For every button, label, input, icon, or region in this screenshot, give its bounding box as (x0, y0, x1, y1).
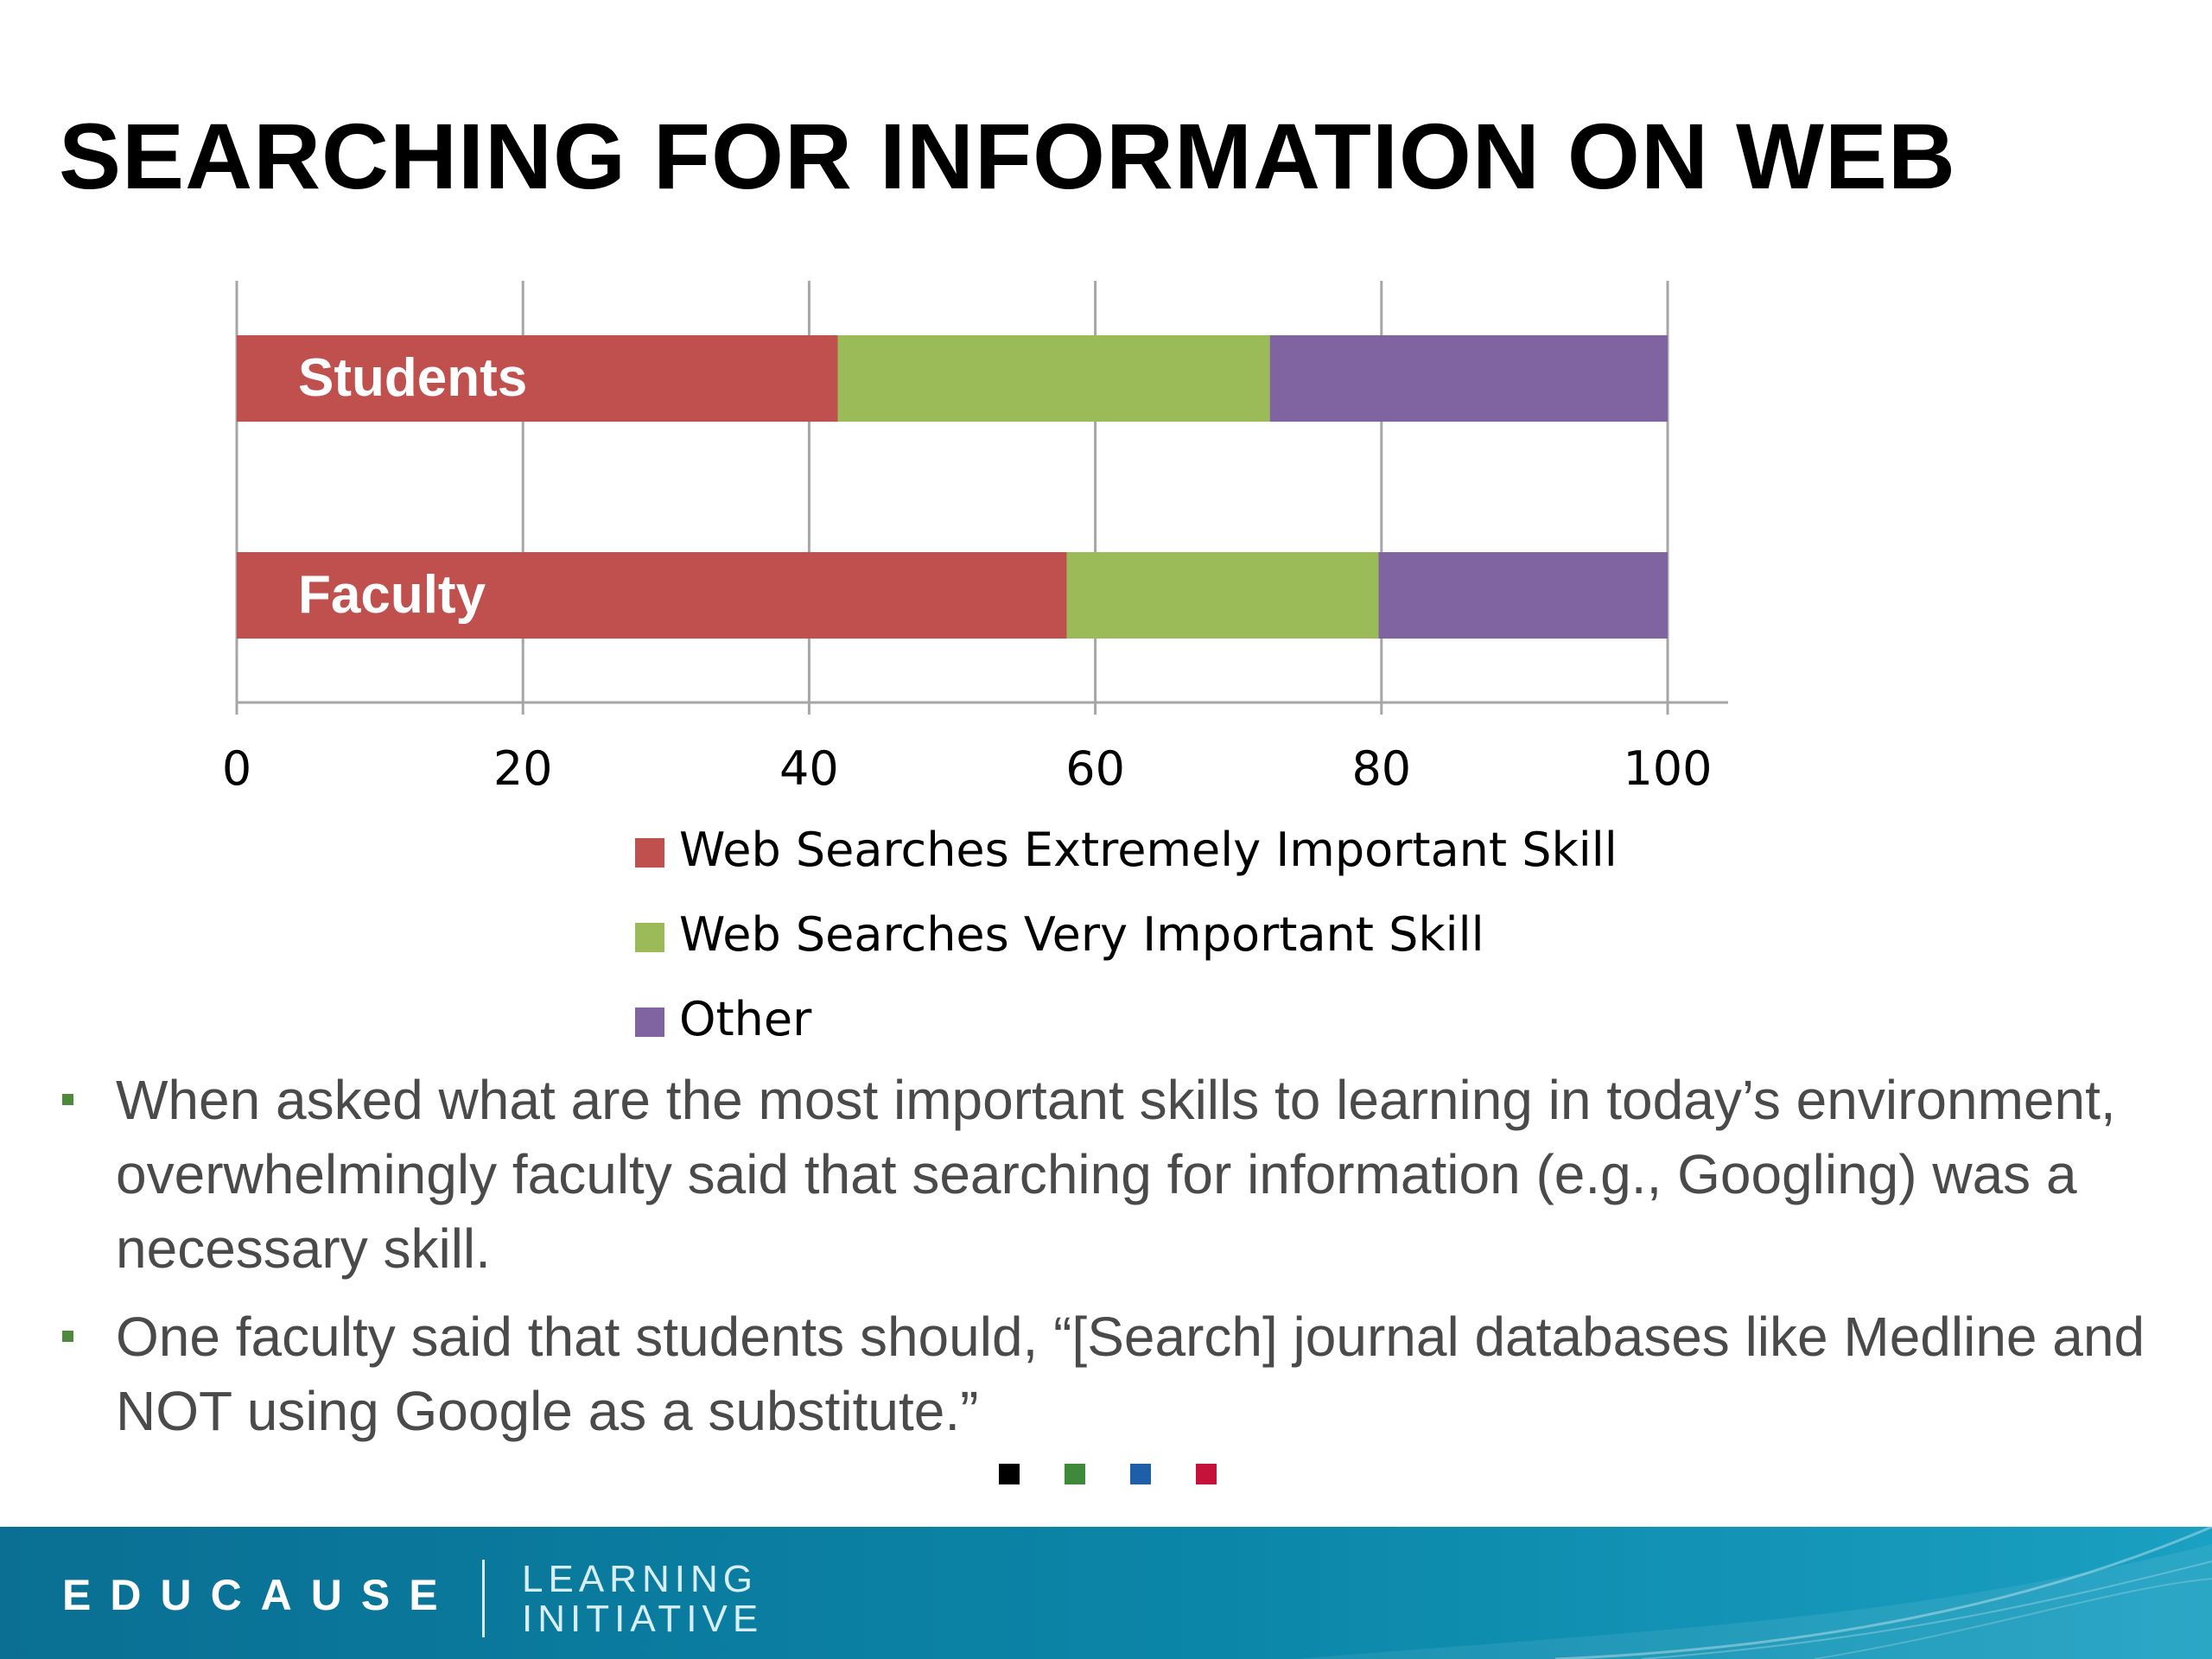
bullet-item-1 (60, 1063, 2169, 1286)
bar-segment (1378, 552, 1668, 639)
learning-initiative-label (522, 1560, 763, 1639)
chart-legend (635, 823, 1618, 1046)
bullet-list (60, 1063, 2169, 1462)
x-tick-label: 60 (1065, 741, 1125, 796)
chart-bars (237, 335, 1668, 639)
square-icon (1130, 1464, 1151, 1484)
square-icon (999, 1464, 1020, 1484)
footer-line-1: LEARNING (522, 1558, 758, 1600)
x-tick-label: 100 (1623, 741, 1713, 796)
bullet-text-1: When asked what are the most important skills to learning in today’s environment, overwhelmingly faculty said that searching for information (e.g., Googling) was a necessary skill. (116, 1069, 2116, 1280)
legend-label: Web Searches Extremely Important Skill (679, 823, 1618, 877)
square-icon (1196, 1464, 1217, 1484)
legend-swatch (635, 1007, 664, 1037)
legend-swatch (635, 923, 664, 952)
legend-swatch (635, 838, 664, 868)
bar-segment (1066, 552, 1378, 639)
x-tick-label: 80 (1351, 741, 1412, 796)
category-label: Students (298, 348, 528, 408)
square-icon (1065, 1464, 1085, 1484)
x-tick-label: 40 (779, 741, 839, 796)
bullet-marker-icon (62, 1094, 73, 1105)
bar-segment (1270, 335, 1668, 422)
category-label: Faculty (298, 565, 486, 625)
footer-line-2: INITIATIVE (522, 1598, 764, 1640)
x-tick-label: 0 (221, 741, 252, 796)
legend-label: Web Searches Very Important Skill (679, 907, 1484, 962)
x-tick-label: 20 (493, 741, 553, 796)
bullet-marker-icon (62, 1331, 73, 1342)
bullet-item-2 (60, 1300, 2169, 1448)
footer-divider (482, 1560, 485, 1637)
chart-axis (222, 702, 1728, 796)
legend-label: Other (679, 992, 812, 1046)
educause-logo: EDUCAUSE (62, 1571, 457, 1619)
bullet-text-2: One faculty said that students should, “[Search] journal databases like Medline and NOT using Google as a substitute.” (116, 1306, 2145, 1442)
bar-segment (838, 335, 1270, 422)
slide-title: SEARCHING FOR INFORMATION ON WEB (59, 104, 1956, 208)
footer-banner (0, 1527, 2212, 1659)
